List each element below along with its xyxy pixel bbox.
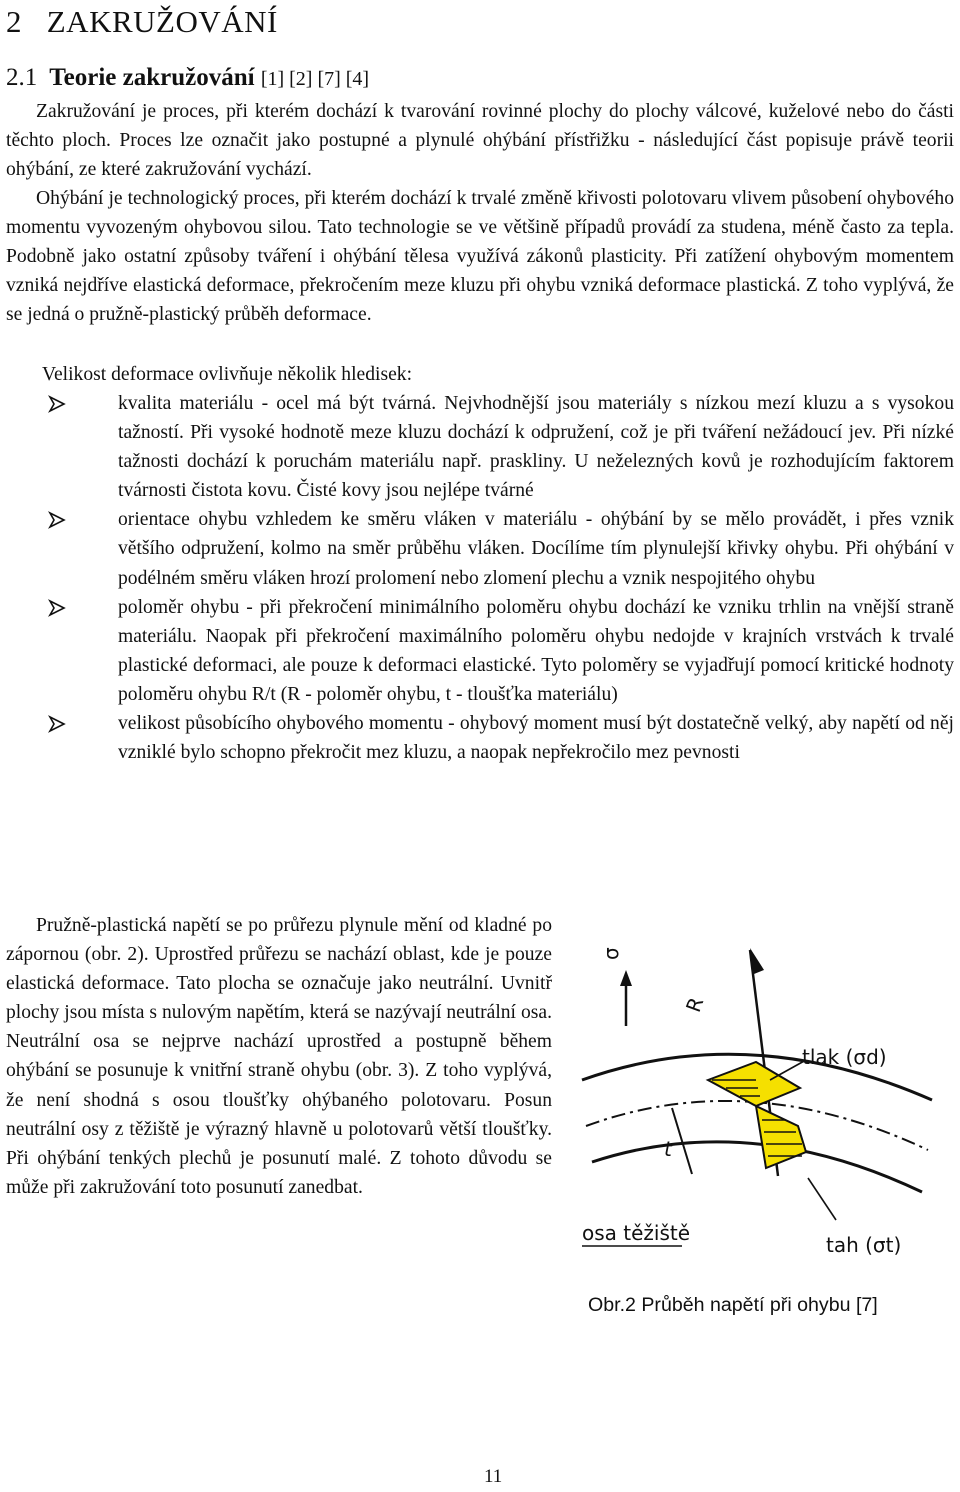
beam-inner-edge bbox=[592, 1142, 922, 1192]
thickness-marker bbox=[672, 1108, 692, 1174]
factors-list bbox=[42, 389, 954, 767]
list-item-text: poloměr ohybu - při překročení minimálního poloměru ohybu dochází ke vzniku trhlin na vnější straně materiálu. Naopak při překročení maximálního poloměru ohybu nedojde v krajních vrstvách k trvalé plastické deformaci, ale pouze k deformaci elastické. Tyto poloměry se vyjadřují pomocí kritické hodnoty poloměru ohybu R/t (R - poloměr ohybu, t - tloušťka materiálu) bbox=[118, 596, 954, 705]
tension-stress-area bbox=[756, 1106, 806, 1168]
paragraph-neutral-axis: Pružně-plastická napětí se po průřezu plynule mění od kladné po zápornou (obr. 2). Uprostřed průřezu se nachází oblast, kde je pouze elastická deformace. Tato plocha se označuje jako neutrální. Uvnitř plochy jsou místa s nulovým napětím, která se nazývají neutrální osa. Neutrální osa se nejprve nachází uprostřed a postupně během ohýbání se posunuje k vnitřní straně ohybu (obr. 3). Z toho vyplývá, že není shodná s osou tloušťky ohýbaného polotovaru. Posun neutrální osy z těžiště je výrazný hlavně u polotovarů větší tloušťky. Při ohýbání tenkých plechů je posunutí malé. Z tohoto důvodu se může při zakružování toto posunutí zanedbat. bbox=[6, 915, 552, 1198]
pressure-label: tlak (σd) bbox=[802, 1045, 887, 1069]
thickness-label: t bbox=[664, 1137, 672, 1161]
list-item bbox=[42, 505, 954, 592]
paragraph-factors-intro: Velikost deformace ovlivňuje několik hledisek: bbox=[42, 364, 413, 385]
list-item-text: kvalita materiálu - ocel má být tvárná. Nejvhodnější jsou materiály s nízkou mezí kluzu a s vysokou tažností. Při vysoké hodnotě meze kluzu dochází k odpružení, což je při tváření nežádoucí jev. Při nízké tažnosti dochází k poruchám materiálu např. praskliny. U neželezných kovů je rozhodujícím faktorem tvárnosti čistota kovu. Čisté kovy jsou nejlépe tvárné bbox=[118, 393, 954, 502]
list-item-text: orientace ohybu vzhledem ke směru vláken v materiálu - ohýbání by se mělo provádět, i přes vznik většího odpružení, kolmo na směr průběhu vláken. Docílíme tím plynulejší křivky ohybu. Při ohýbání v podélném směru vláken hrozí prolomení nebo zlomení plechu a vznik nespojitého ohybu bbox=[118, 509, 954, 589]
bending-stress-figure bbox=[580, 930, 950, 1270]
tension-label: tah (σt) bbox=[826, 1233, 902, 1257]
chapter-number: 2 bbox=[6, 4, 22, 39]
chapter-heading bbox=[6, 2, 278, 42]
arrow-bullet-icon bbox=[48, 715, 66, 733]
pressure-leader bbox=[770, 1060, 806, 1080]
sigma-label: σ bbox=[599, 947, 623, 960]
radius-label: R bbox=[681, 994, 709, 1016]
figure-caption: Obr.2 Průběh napětí při ohybu [7] bbox=[588, 1294, 878, 1316]
centroid-axis-label: osa těžiště bbox=[582, 1221, 691, 1245]
section-references: [1] [2] [7] [4] bbox=[260, 68, 370, 90]
paragraph-bending: Ohýbání je technologický proces, při kterém dochází k trvalé změně křivosti polotovaru vlivem působení ohybového momentu vyvozeným ohybovou silou. Tato technologie se ve většině případů provádí za studena, méně často za tepla. Podobně jako ostatní způsoby tváření i ohýbání tělesa využívá zákonů plasticity. Při zatížení ohybovým momentem vzniká nejdříve elastická deformace, překročením meze kluzu při ohybu vzniká deformace plastická. Z toho vyplývá, že se jedná o pružně-plastický průběh deformace. bbox=[6, 188, 954, 326]
page-number: 11 bbox=[484, 1466, 503, 1487]
section-heading bbox=[6, 61, 369, 96]
compression-stress-area bbox=[708, 1062, 800, 1106]
arrow-bullet-icon bbox=[48, 395, 66, 413]
list-item bbox=[42, 389, 954, 505]
paragraph-intro: Zakružování je proces, při kterém dochází k tvarování rovinné plochy do plochy válcové, kuželové nebo do části těchto ploch. Proces lze označit jako postupné a plynulé ohýbání přístřižku - následující část popisuje právě teorii ohýbání, ze které zakružování vychází. bbox=[6, 101, 954, 181]
section-number: 2.1 bbox=[6, 64, 38, 91]
tension-leader bbox=[808, 1178, 836, 1220]
chapter-title: ZAKRUŽOVÁNÍ bbox=[46, 4, 278, 39]
section-title: Teorie zakružování bbox=[49, 64, 255, 91]
sigma-arrow-head bbox=[620, 970, 632, 986]
arrow-bullet-icon bbox=[48, 599, 66, 617]
list-item bbox=[42, 593, 954, 709]
list-item bbox=[42, 709, 954, 767]
list-item-text: velikost působícího ohybového momentu - ohybový moment musí být dostatečně velký, aby napětí od něj vzniklé bylo schopno překročit mez kluzu, a naopak nepřekročilo mez pevnosti bbox=[118, 713, 954, 764]
arrow-bullet-icon bbox=[48, 511, 66, 529]
